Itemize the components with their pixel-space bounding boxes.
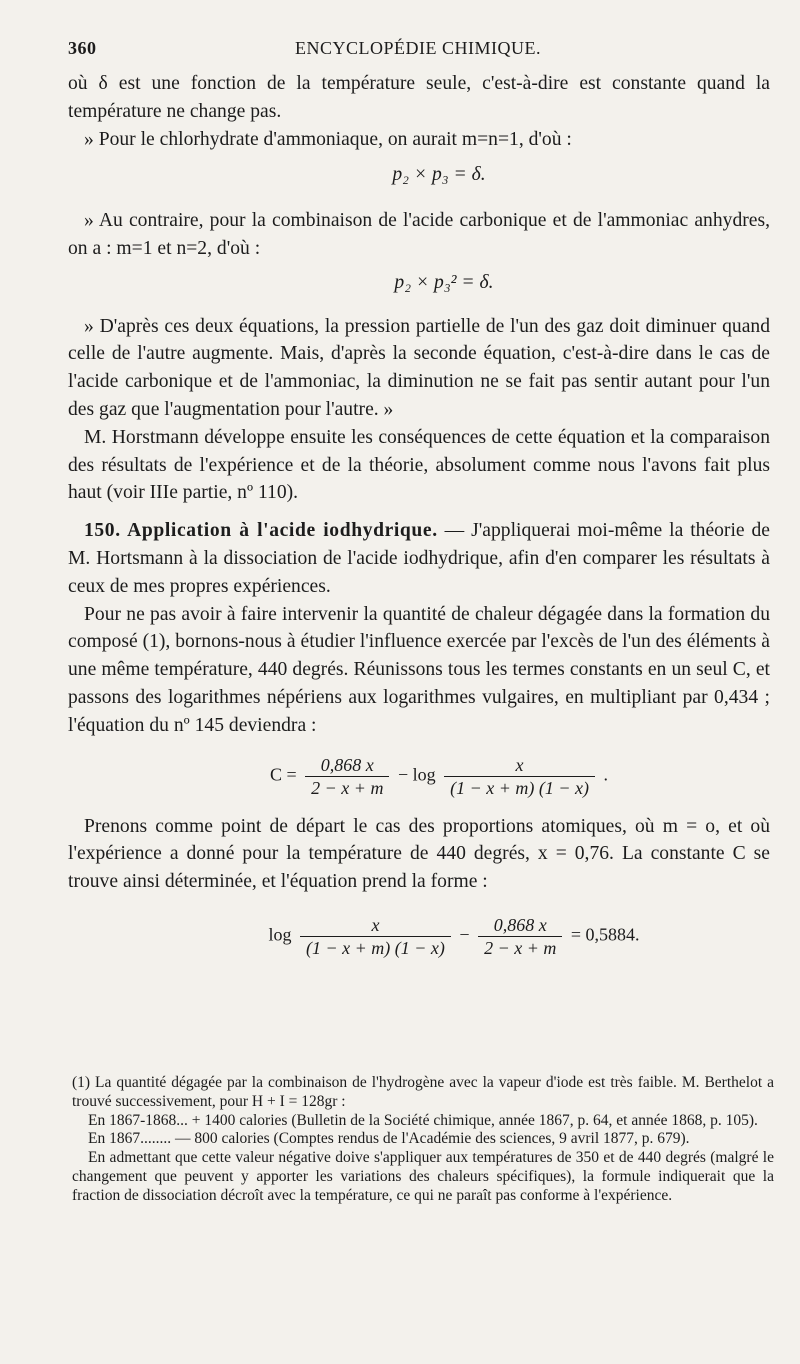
footnote-2: En 1867-1868... + 1400 calories (Bulletin de la Société chimique, année 1867, p. 64, et année 1868, p. 105). — [88, 1111, 758, 1129]
paragraph-2: » Pour le chlorhydrate d'ammoniaque, on aurait m=n=1, d'où : — [84, 128, 572, 150]
formula-2-fraction-b — [478, 914, 562, 959]
formula-1-den-b: (1 − x + m) (1 − x) — [450, 777, 589, 798]
formula-2-log: log — [268, 924, 292, 945]
page-number: 360 — [68, 38, 97, 58]
formula-1-num-a: 0,868 x — [305, 754, 389, 777]
section-heading: 150. Application à l'acide iodhydrique. — [84, 520, 438, 542]
formula-2-minus: − — [459, 924, 470, 945]
formula-1 — [68, 754, 770, 799]
formula-2-den-b: 2 − x + m — [484, 937, 557, 958]
footnote-1: (1) La quantité dégagée par la combinaison de l'hydrogène avec la vapeur d'iode est très faible. M. Berthelot a trouvé successivement, pour H + I = 128gr : — [72, 1074, 774, 1110]
formula-1-end: . — [603, 764, 608, 785]
page-header — [68, 38, 768, 64]
formula-1-minus-log: − log — [397, 764, 436, 785]
formula-2-fraction-a — [300, 914, 451, 959]
formula-2-den-a: (1 − x + m) (1 − x) — [306, 937, 445, 958]
paragraph-6-text: — J'appliquerai moi-même la théorie de M. Hortsmann à la dissociation de l'acide iodhydrique, afin d'en comparer les résultats à ceux de mes propres expériences. — [68, 520, 771, 597]
formula-1-den-a: 2 − x + m — [311, 777, 384, 798]
footnotes — [72, 1074, 774, 1206]
paragraph-5: M. Horstmann développe ensuite les conséquences de cette équation et la comparaison des résultats de l'expérience et de la théorie, absolument comme nous l'avons fait plus haut (voir IIIe partie, nº 110). — [68, 426, 770, 504]
footnote-4: En admettant que cette valeur négative doive s'appliquer aux températures de 350 et de 440 degrés (malgré le changement que peuvent y apporter les variations des chaleurs spécifiques), la formule indiquerait que la fraction de dissociation décroît avec la température, ce qui ne paraît pas conforme à l'expérience. — [72, 1149, 774, 1204]
paragraph-1: où δ est une fonction de la température seule, c'est-à-dire est constante quand la température ne change pas. — [68, 73, 770, 122]
formula-1-fraction-a — [305, 754, 389, 799]
equation-1: p₂ × p₃ = δ. — [392, 164, 486, 186]
paragraph-6 — [68, 517, 770, 600]
running-title: ENCYCLOPÉDIE CHIMIQUE. — [295, 38, 541, 58]
formula-1-fraction-b — [444, 754, 595, 799]
main-text — [68, 70, 770, 973]
paragraph-4: » D'après ces deux équations, la pression partielle de l'un des gaz doit diminuer quand celle de l'autre augmente. Mais, d'après la seconde équation, c'est-à-dire dans le cas de l'acide carbonique et de l'ammoniac, la diminution ne se fait pas sentir autant pour l'un des gaz que l'augmentation pour l'autre. » — [68, 315, 770, 420]
footnote-3: En 1867........ — 800 calories (Comptes rendus de l'Académie des sciences, 9 avril 1877, p. 679). — [88, 1130, 690, 1148]
paragraph-7: Pour ne pas avoir à faire intervenir la quantité de chaleur dégagée dans la formation du composé (1), bornons-nous à étudier l'influence exercée par l'excès de l'un des éléments à une même température, 440 degrés. Réunissons tous les termes constants en un seul C, et passons des logarithmes népériens aux logarithmes vulgaires, en multipliant par 0,434 ; l'équation du nº 145 deviendra : — [68, 603, 770, 736]
formula-2-num-a: x — [300, 914, 451, 937]
paragraph-3: » Au contraire, pour la combinaison de l'acide carbonique et de l'ammoniac anhydres, on a : m=1 et n=2, d'où : — [68, 210, 770, 259]
formula-1-num-b: x — [444, 754, 595, 777]
formula-2-rhs: = 0,5884. — [570, 924, 640, 945]
formula-1-lhs: C = — [269, 764, 297, 785]
equation-2: p₂ × p₃² = δ. — [394, 271, 494, 293]
formula-2-num-b: 0,868 x — [478, 914, 562, 937]
formula-2 — [68, 914, 770, 959]
paragraph-8: Prenons comme point de départ le cas des proportions atomiques, où m = o, et où l'expérience a donné pour la température de 440 degrés, x = 0,76. La constante C se trouve ainsi déterminée, et l'équation prend la forme : — [68, 815, 770, 893]
